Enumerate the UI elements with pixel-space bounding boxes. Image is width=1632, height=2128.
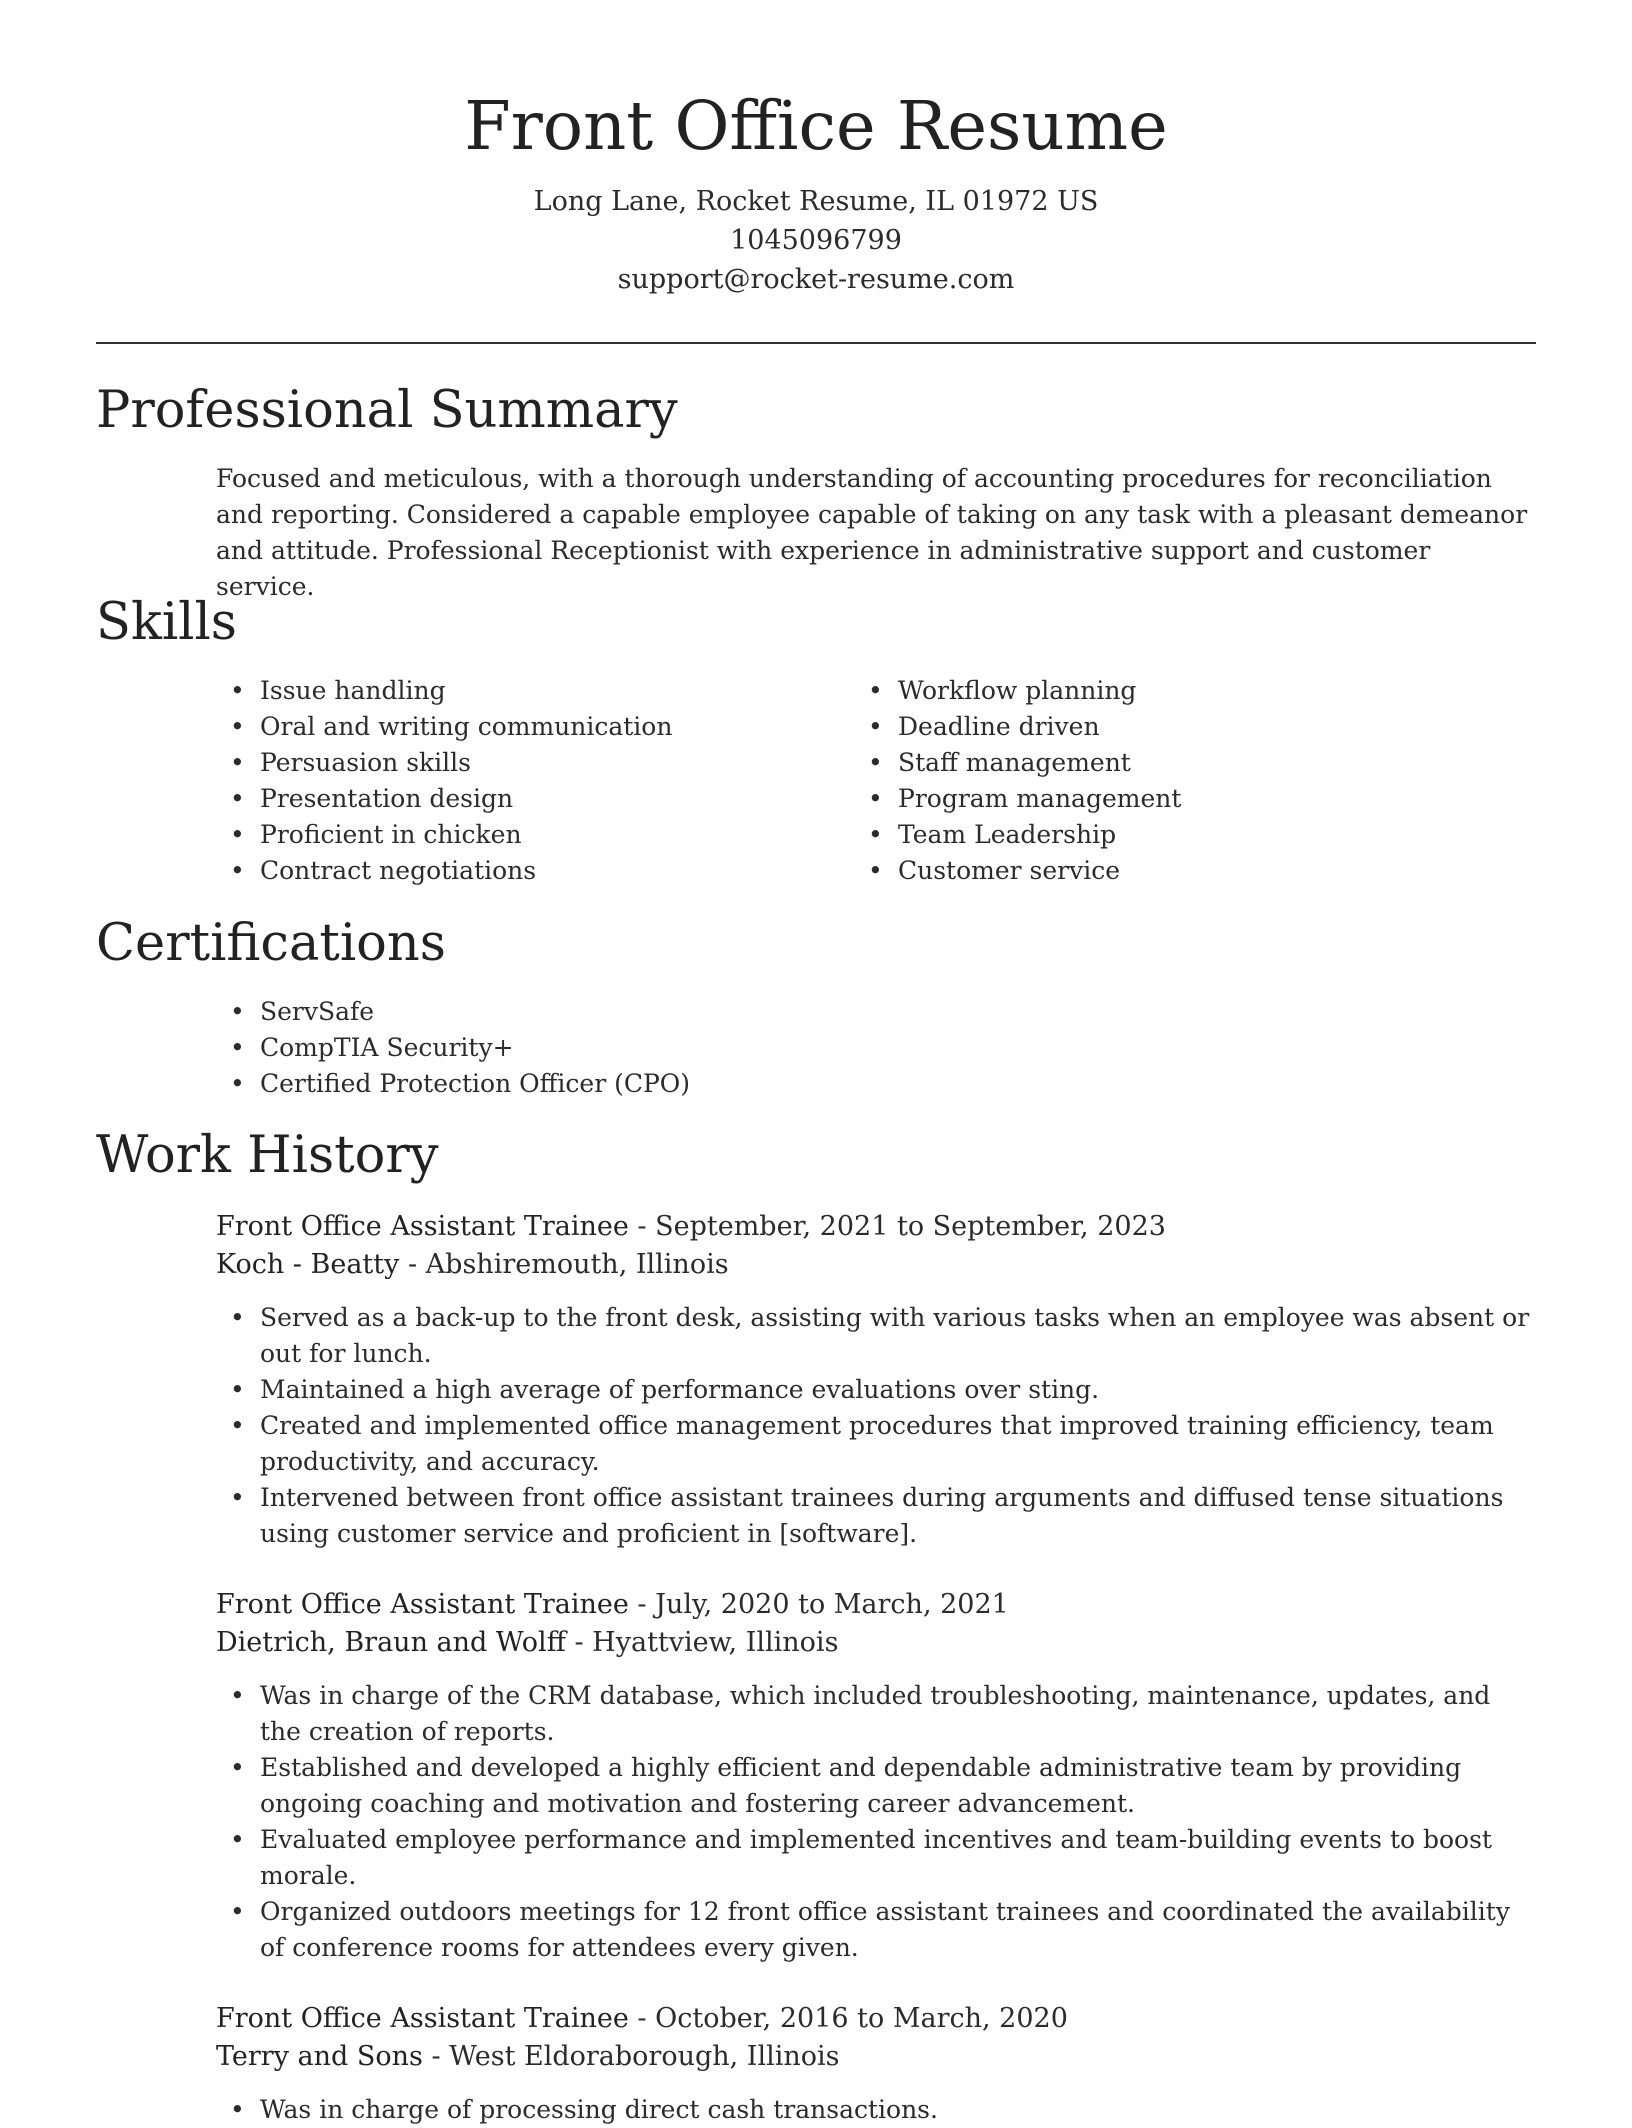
job-dates: - September, 2021 to September, 2023: [628, 1211, 1166, 1242]
job-bullets: [216, 1678, 1536, 1966]
summary-heading: Professional Summary: [96, 381, 678, 440]
job-bullet: • Was in charge of the CRM database, which included troubleshooting, maintenance, updates, and the creation of reports.: [260, 1678, 1536, 1750]
skill-item: • Presentation design: [260, 781, 898, 817]
job-location: - Abshiremouth, Illinois: [399, 1249, 729, 1280]
job-entry: [216, 2000, 1536, 2128]
job-company-line: [216, 1246, 1536, 1284]
certification-item: • CompTIA Security+: [260, 1030, 1536, 1066]
job-bullet: • Maintained a high average of performance evaluations over sting.: [260, 1372, 1536, 1408]
job-company-line: [216, 1624, 1536, 1662]
job-company: Terry and Sons: [216, 2041, 423, 2072]
skill-item: • Workflow planning: [898, 673, 1536, 709]
resume-title: Front Office Resume: [464, 87, 1168, 165]
job-bullet: • Intervened between front office assistant trainees during arguments and diffused tense situations using customer service and proficient in [software].: [260, 1480, 1536, 1552]
job-role: Front Office Assistant Trainee: [216, 2003, 629, 2034]
resume-header: [0, 80, 1632, 299]
certification-item: • Certified Protection Officer (CPO): [260, 1066, 1536, 1102]
email: support@rocket-resume.com: [617, 264, 1015, 295]
skill-item: • Persuasion skills: [260, 745, 898, 781]
skill-item: • Oral and writing communication: [260, 709, 898, 745]
job-title-line: [216, 1208, 1536, 1246]
job-bullet: • Created and implemented office management procedures that improved training efficiency, team productivity, and accuracy.: [260, 1408, 1536, 1480]
job-dates: - July, 2020 to March, 2021: [628, 1589, 1009, 1620]
skill-item: • Staff management: [898, 745, 1536, 781]
skill-item: • Customer service: [898, 853, 1536, 889]
contact-block: [0, 182, 1632, 299]
phone: 1045096799: [730, 225, 902, 256]
job-dates: - October, 2016 to March, 2020: [628, 2003, 1068, 2034]
job-bullet: • Organized outdoors meetings for 12 front office assistant trainees and coordinated the availability of conference rooms for attendees every given.: [260, 1894, 1536, 1966]
skills-heading: Skills: [96, 593, 237, 652]
skills-section: [96, 593, 1536, 889]
job-bullet: • Evaluated employee performance and implemented incentives and team-building events to boost morale.: [260, 1822, 1536, 1894]
header-divider: [96, 342, 1536, 344]
skill-item: • Deadline driven: [898, 709, 1536, 745]
job-title-line: [216, 1586, 1536, 1624]
job-bullet: • Served as a back-up to the front desk, assisting with various tasks when an employee was absent or out for lunch.: [260, 1300, 1536, 1372]
summary-text: Focused and meticulous, with a thorough understanding of accounting procedures for reconciliation and reporting. Considered a capable employee capable of taking on any task with a pleasant demeanor and attitude. Professional Receptionist with experience in administrative support and customer service.: [216, 464, 1528, 601]
job-bullet: • Established and developed a highly efficient and dependable administrative team by providing ongoing coaching and motivation and fostering career advancement.: [260, 1750, 1536, 1822]
skill-item: • Issue handling: [260, 673, 898, 709]
work-history-heading: Work History: [96, 1126, 439, 1185]
skills-columns: [96, 673, 1536, 889]
skill-item: • Team Leadership: [898, 817, 1536, 853]
job-role: Front Office Assistant Trainee: [216, 1211, 629, 1242]
summary-section: [96, 381, 1536, 605]
skill-item: • Proficient in chicken: [260, 817, 898, 853]
certification-item: • ServSafe: [260, 994, 1536, 1030]
skills-list-left: [96, 673, 898, 889]
job-bullets: [216, 2092, 1536, 2128]
skill-item: • Contract negotiations: [260, 853, 898, 889]
work-history-section: [96, 1126, 1536, 2128]
certifications-section: [96, 914, 1536, 1102]
job-company-line: [216, 2038, 1536, 2076]
job-entry: [216, 1586, 1536, 1966]
address: Long Lane, Rocket Resume, IL 01972 US: [533, 186, 1099, 217]
job-entry: [216, 1208, 1536, 1552]
job-location: - Hyattview, Illinois: [565, 1627, 839, 1658]
skill-item: • Program management: [898, 781, 1536, 817]
job-bullet: • Was in charge of processing direct cash transactions.: [260, 2092, 1536, 2128]
job-location: - West Eldoraborough, Illinois: [422, 2041, 840, 2072]
job-bullets: [216, 1300, 1536, 1552]
certifications-heading: Certifications: [96, 914, 446, 973]
certifications-list: [96, 994, 1536, 1102]
job-company: Koch - Beatty: [216, 1249, 400, 1280]
job-role: Front Office Assistant Trainee: [216, 1589, 629, 1620]
job-title-line: [216, 2000, 1536, 2038]
job-company: Dietrich, Braun and Wolff: [216, 1627, 566, 1658]
skills-list-right: [898, 673, 1536, 889]
